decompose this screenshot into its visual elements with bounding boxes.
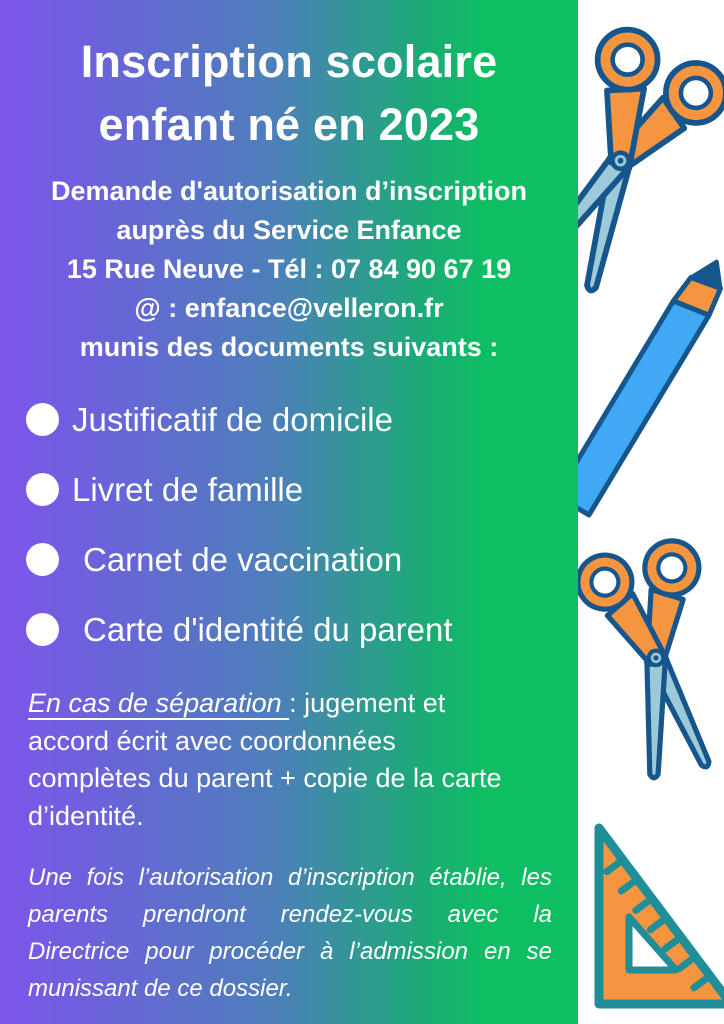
- contact-line-documents-intro: munis des documents suivants :: [79, 332, 499, 362]
- separation-note-rest: : jugement et: [289, 688, 446, 718]
- separation-note-line: [28, 685, 552, 723]
- separation-note-line: d’identité.: [28, 800, 144, 831]
- scissors-icon: [578, 524, 724, 806]
- documents-list: [26, 403, 552, 646]
- contact-line-request: Demande d'autorisation d’inscription: [51, 176, 527, 206]
- bullet-dot-icon: [26, 613, 59, 646]
- contact-block: [26, 172, 552, 367]
- contact-line-email: @ : enfance@velleron.fr: [134, 293, 444, 323]
- title-line-2: enfant né en 2023: [98, 99, 480, 150]
- contact-line-address-phone: 15 Rue Neuve - Tél : 07 84 90 67 19: [66, 254, 512, 284]
- bullet-dot-icon: [26, 473, 59, 506]
- footer-note-line: Directrice pour procéder à l’admission en se: [28, 938, 552, 965]
- separation-note-lead: En cas de séparation: [28, 688, 290, 718]
- contact-line-service: auprès du Service Enfance: [116, 215, 462, 245]
- list-item: [26, 613, 552, 646]
- footer-note-line: parents prendront rendez-vous avec la: [28, 901, 552, 928]
- document-label: Carte d'identité du parent: [83, 611, 453, 648]
- list-item: [26, 473, 552, 506]
- separation-note-line: accord écrit avec coordonnées: [28, 725, 396, 756]
- poster-title: [26, 30, 552, 156]
- document-label: Carnet de vaccination: [83, 541, 403, 578]
- separation-note-line: complètes du parent + copie de la carte: [28, 763, 502, 793]
- separation-note: [28, 685, 552, 835]
- footer-note-line: munissant de ce dossier.: [28, 975, 293, 1002]
- illustration-strip: [578, 0, 724, 1024]
- title-line-1: Inscription scolaire: [80, 36, 498, 87]
- bullet-dot-icon: [26, 403, 59, 436]
- footer-note-line: Une fois l’autorisation d’inscription établie, les: [28, 864, 552, 891]
- document-label: Livret de famille: [72, 471, 304, 508]
- list-item: [26, 543, 552, 576]
- set-square-ruler-icon: [590, 818, 724, 1013]
- bullet-dot-icon: [26, 543, 59, 576]
- footer-note: [28, 859, 552, 1007]
- list-item: [26, 403, 552, 436]
- document-label: Justificatif de domicile: [72, 401, 393, 438]
